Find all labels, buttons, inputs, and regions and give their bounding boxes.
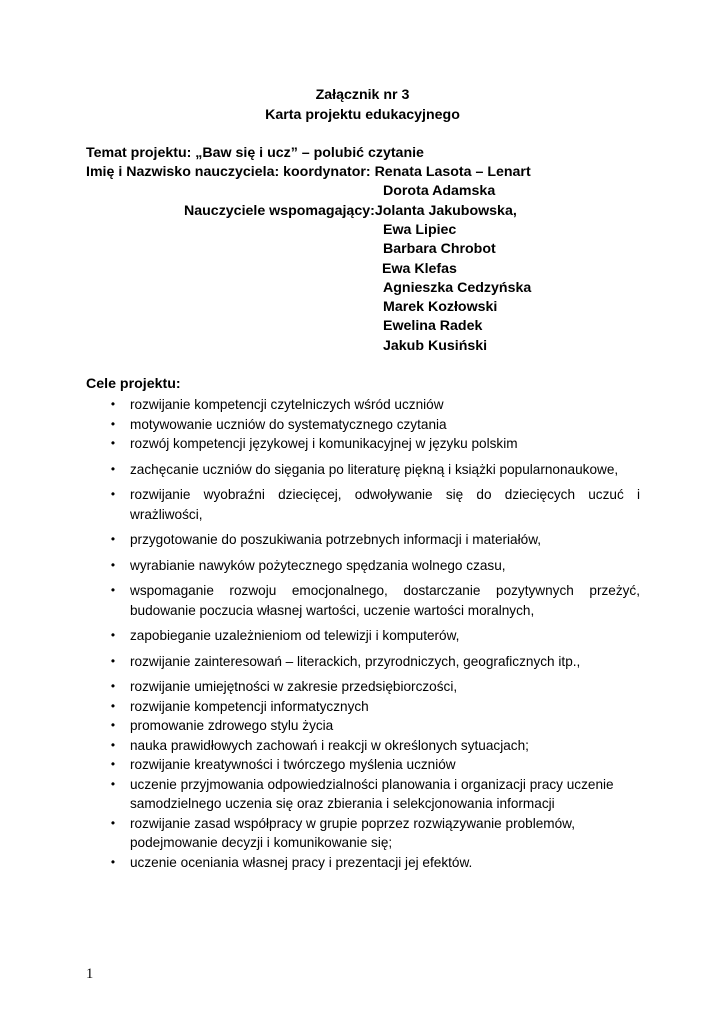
list-item: • rozwijanie umiejętności w zakresie przedsiębiorczości, <box>107 677 640 697</box>
coordinator-second: Dorota Adamska <box>383 183 496 199</box>
list-item: • rozwój kompetencji językowej i komunikacyjnej w języku polskim <box>107 434 640 454</box>
bullet-icon: • <box>110 815 116 830</box>
list-item: • wyrabianie nawyków pożytecznego spędzania wolnego czasu, <box>107 556 640 576</box>
support-label-text: Nauczyciele wspomagający: <box>184 203 375 219</box>
list-item: • rozwijanie kompetencji czytelniczych wśród uczniów <box>107 395 640 415</box>
bullet-icon: • <box>110 461 116 476</box>
bullet-icon: • <box>110 757 116 771</box>
list-item: • zapobieganie uzależnieniom od telewizji i komputerów, <box>107 626 640 646</box>
bullet-icon: • <box>110 718 116 732</box>
list-item: • rozwijanie kreatywności i twórczego myślenia uczniów <box>107 755 640 775</box>
card-title: Karta projektu edukacyjnego <box>265 107 460 123</box>
list-item: • rozwijanie zainteresowań – literackich, przyrodniczych, geograficznych itp., <box>107 652 640 672</box>
bullet-icon: • <box>110 487 116 501</box>
bullet-icon: • <box>110 698 116 713</box>
bullet-icon: • <box>110 854 116 869</box>
list-item: • uczenie przyjmowania odpowiedzialności planowania i organizacji pracy uczenie samodzielnego uczenia się oraz zbierania i selekcjonowania informacji <box>107 775 640 814</box>
list-item: • motywowanie uczniów do systematycznego czytania <box>107 415 640 435</box>
goals-heading: Cele projektu: <box>86 376 181 392</box>
support-teacher-name: Jakub Kusiński <box>383 338 488 354</box>
list-item: • zachęcanie uczniów do sięgania po literaturę piękną i książki popularnonaukowe, <box>107 460 640 480</box>
bullet-icon: • <box>110 628 116 642</box>
support-teacher-name: Ewa Lipiec <box>383 222 457 238</box>
attachment-title: Załącznik nr 3 <box>315 87 410 103</box>
goals-list <box>107 395 640 872</box>
bullet-icon: • <box>110 776 116 791</box>
list-item: • przygotowanie do poszukiwania potrzebnych informacji i materiałów, <box>107 530 640 550</box>
bullet-icon: • <box>110 583 116 597</box>
list-item: • uczenie oceniania własnej pracy i prezentacji jej efektów. <box>107 853 640 873</box>
project-topic: Temat projektu: „Baw się i ucz” – polubić czytanie <box>86 145 424 161</box>
page-number: 1 <box>86 966 94 982</box>
bullet-icon: • <box>110 737 116 752</box>
bullet-icon: • <box>110 416 116 431</box>
support-teacher-name: Agnieszka Cedzyńska <box>383 280 532 296</box>
support-teacher-name: Marek Kozłowski <box>383 299 498 315</box>
support-teacher-name: Ewelina Radek <box>383 318 483 334</box>
list-item: • rozwijanie wyobraźni dziecięcej, odwoływanie się do dziecięcych uczuć i wrażliwości, <box>107 485 640 524</box>
list-item: • promowanie zdrowego stylu życia <box>107 716 640 736</box>
bullet-icon: • <box>110 532 116 546</box>
support-teacher-name: Jolanta Jakubowska, <box>374 203 517 219</box>
list-item: • nauka prawidłowych zachowań i reakcji w określonych sytuacjach; <box>107 736 640 756</box>
teacher-coordinator: Imię i Nazwisko nauczyciela: koordynator: Renata Lasota – Lenart <box>86 164 531 180</box>
support-teachers-label <box>184 202 517 220</box>
support-teacher-name: Ewa Klefas <box>382 261 457 277</box>
list-item: • wspomaganie rozwoju emocjonalnego, dostarczanie pozytywnych przeżyć, budowanie poczucia własnej wartości, uczenie wartości moralnych, <box>107 581 640 620</box>
support-teacher-name: Barbara Chrobot <box>383 241 496 257</box>
bullet-icon: • <box>110 653 116 668</box>
list-item: • rozwijanie zasad współpracy w grupie poprzez rozwiązywanie problemów, podejmowanie decyzji i komunikowanie się; <box>107 814 640 853</box>
bullet-icon: • <box>110 436 116 450</box>
bullet-icon: • <box>110 397 116 411</box>
bullet-icon: • <box>110 557 116 572</box>
bullet-icon: • <box>110 679 116 693</box>
list-item: • rozwijanie kompetencji informatycznych <box>107 697 640 717</box>
